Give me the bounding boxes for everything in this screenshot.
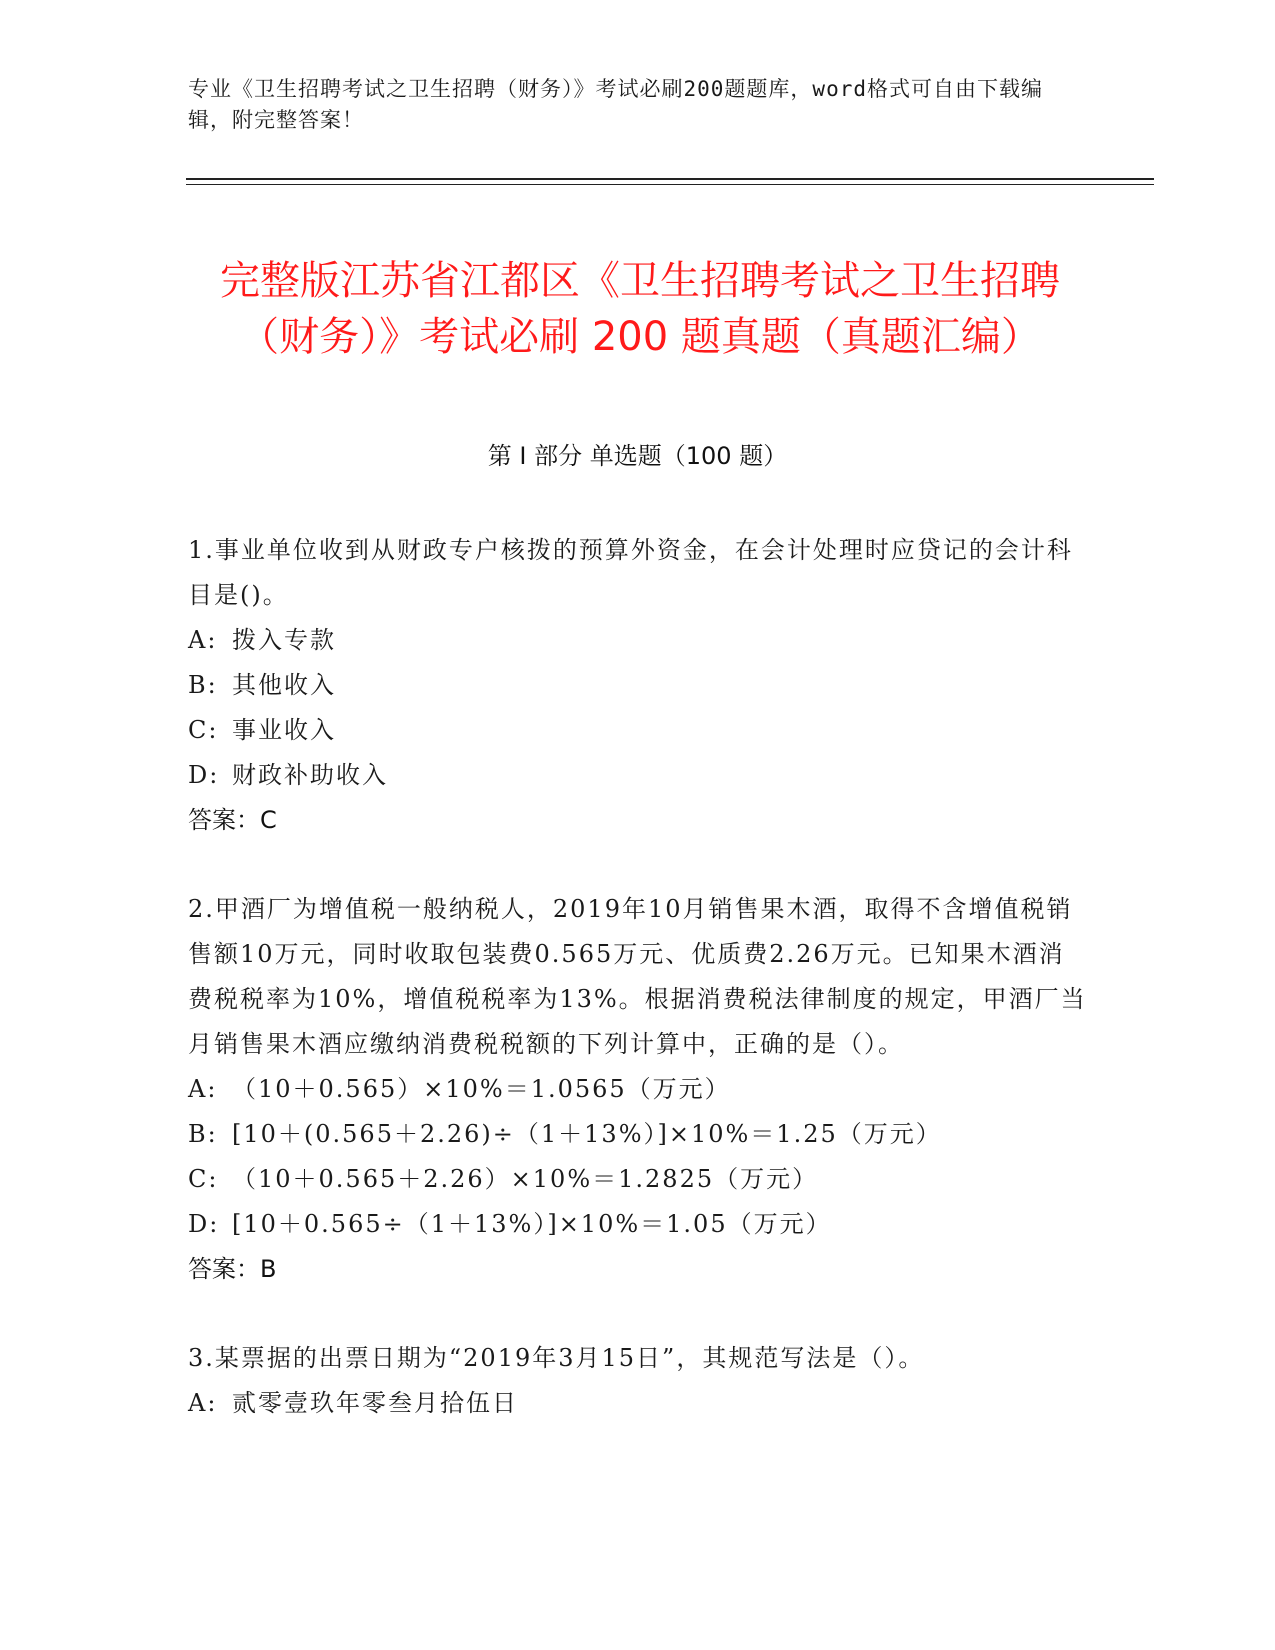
option-text: [10＋(0.565＋2.26)÷（1＋13%）]×10%＝1.25（万元） <box>232 1120 942 1148</box>
option-key: C: <box>188 716 219 744</box>
section-heading: 第 I 部分 单选题（100 题） <box>487 442 788 470</box>
option-key: D: <box>188 1210 220 1238</box>
option-key: C: <box>188 1165 219 1193</box>
document-title: 完整版江苏省江都区《卫生招聘考试之卫生招聘（财务）》考试必刷 200 题真题（真题汇编） <box>220 257 1060 360</box>
question-1 <box>188 528 1088 843</box>
option-text: 贰零壹玖年零叁月拾伍日 <box>232 1389 518 1417</box>
option-b <box>188 1112 1088 1157</box>
option-text: 拨入专款 <box>232 626 336 654</box>
option-text: [10＋0.565÷（1＋13%）]×10%＝1.05（万元） <box>232 1210 832 1238</box>
question-3 <box>188 1336 1088 1426</box>
header-divider-thick <box>186 178 1154 180</box>
option-c <box>188 708 1088 753</box>
option-key: A: <box>188 1075 218 1103</box>
question-list <box>188 528 1088 1470</box>
option-a <box>188 1381 1088 1426</box>
question-stem: 2.甲酒厂为增值税一般纳税人，2019年10月销售果木酒，取得不含增值税销售额10万元，同时收取包装费0.565万元、优质费2.26万元。已知果木酒消费税税率为10%，增值税税率为13%。根据消费税法律制度的规定，甲酒厂当月销售果木酒应缴纳消费税税额的下列计算中，正确的是（）。 <box>188 895 1087 1058</box>
option-c <box>188 1157 1088 1202</box>
option-text: 财政补助收入 <box>232 761 388 789</box>
header-divider-thin <box>186 184 1154 185</box>
option-key: B: <box>188 671 218 699</box>
answer: 答案：C <box>188 806 277 834</box>
question-2 <box>188 887 1088 1292</box>
answer: 答案：B <box>188 1255 277 1283</box>
question-stem: 1.事业单位收到从财政专户核拨的预算外资金，在会计处理时应贷记的会计科目是()。 <box>188 536 1073 609</box>
option-d <box>188 753 1088 798</box>
option-d <box>188 1202 1088 1247</box>
option-text: （10＋0.565＋2.26）×10%＝1.2825（万元） <box>232 1165 819 1193</box>
option-key: B: <box>188 1120 218 1148</box>
option-b <box>188 663 1088 708</box>
option-key: D: <box>188 761 220 789</box>
option-a <box>188 618 1088 663</box>
option-key: A: <box>188 1389 218 1417</box>
option-text: 事业收入 <box>232 716 336 744</box>
question-stem: 3.某票据的出票日期为“2019年3月15日”，其规范写法是（）。 <box>188 1344 925 1372</box>
option-text: （10＋0.565）×10%＝1.0565（万元） <box>232 1075 731 1103</box>
option-text: 其他收入 <box>232 671 336 699</box>
header-note: 专业《卫生招聘考试之卫生招聘（财务）》考试必刷200题题库，word格式可自由下载编辑，附完整答案！ <box>188 77 1043 132</box>
option-key: A: <box>188 626 218 654</box>
option-a <box>188 1067 1088 1112</box>
